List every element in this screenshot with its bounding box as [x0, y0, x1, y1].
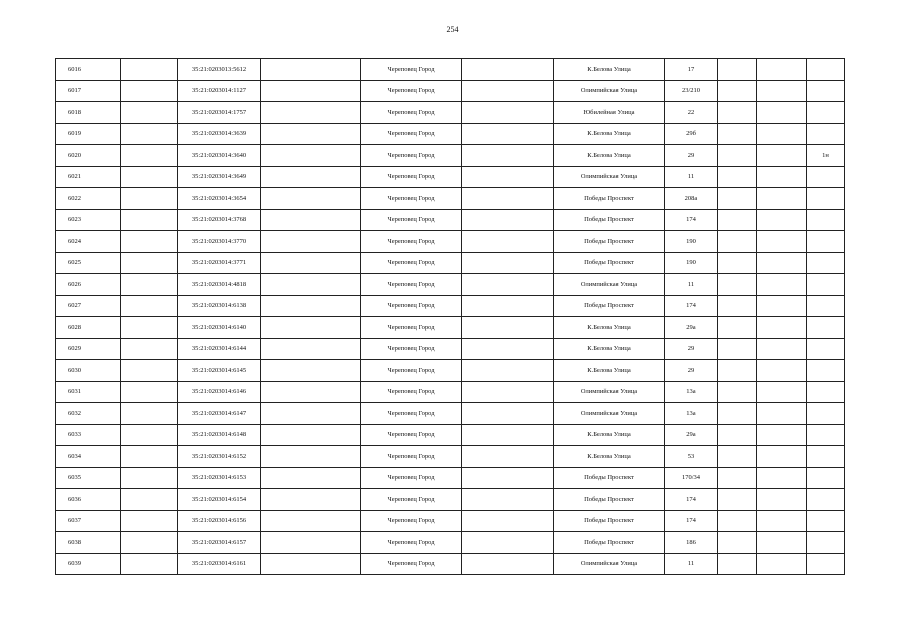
street-cell: Победы Проспект — [554, 231, 665, 253]
table-row — [56, 338, 845, 360]
table-row — [56, 188, 845, 210]
registry-table — [55, 58, 845, 575]
table-row — [56, 145, 845, 167]
empty-cell — [121, 209, 178, 231]
premises-cell — [807, 166, 845, 188]
empty-cell — [718, 209, 757, 231]
empty-cell — [121, 381, 178, 403]
empty-cell — [121, 446, 178, 468]
street-cell: Победы Проспект — [554, 489, 665, 511]
street-cell: К.Белова Улица — [554, 59, 665, 81]
table-row — [56, 424, 845, 446]
street-cell: Победы Проспект — [554, 295, 665, 317]
empty-cell — [757, 510, 807, 532]
table-row — [56, 467, 845, 489]
premises-cell — [807, 360, 845, 382]
empty-cell — [121, 317, 178, 339]
street-cell: Олимпийская Улица — [554, 403, 665, 425]
empty-cell — [718, 145, 757, 167]
cadastral-number-cell: 35:21:0203014:4818 — [178, 274, 261, 296]
street-cell: Победы Проспект — [554, 252, 665, 274]
registry-body — [56, 59, 845, 575]
empty-cell — [121, 489, 178, 511]
cadastral-number-cell: 35:21:0203014:3654 — [178, 188, 261, 210]
premises-cell — [807, 532, 845, 554]
house-number-cell: 22 — [665, 102, 718, 124]
empty-cell — [462, 209, 554, 231]
city-cell: Череповец Город — [361, 145, 462, 167]
cadastral-number-cell: 35:21:0203014:3770 — [178, 231, 261, 253]
empty-cell — [261, 59, 361, 81]
row-number-cell: 6023 — [56, 209, 121, 231]
cadastral-number-cell: 35:21:0203014:6152 — [178, 446, 261, 468]
street-cell: Олимпийская Улица — [554, 80, 665, 102]
row-number-cell: 6016 — [56, 59, 121, 81]
table-row — [56, 123, 845, 145]
house-number-cell: 174 — [665, 295, 718, 317]
empty-cell — [121, 231, 178, 253]
empty-cell — [757, 102, 807, 124]
city-cell: Череповец Город — [361, 510, 462, 532]
cadastral-number-cell: 35:21:0203013:5612 — [178, 59, 261, 81]
city-cell: Череповец Город — [361, 59, 462, 81]
street-cell: Олимпийская Улица — [554, 381, 665, 403]
empty-cell — [462, 252, 554, 274]
empty-cell — [261, 510, 361, 532]
street-cell: К.Белова Улица — [554, 123, 665, 145]
table-row — [56, 59, 845, 81]
house-number-cell: 170/34 — [665, 467, 718, 489]
house-number-cell: 11 — [665, 166, 718, 188]
city-cell: Череповец Город — [361, 532, 462, 554]
premises-cell — [807, 338, 845, 360]
empty-cell — [462, 274, 554, 296]
empty-cell — [757, 123, 807, 145]
empty-cell — [261, 424, 361, 446]
table-row — [56, 489, 845, 511]
table-row — [56, 381, 845, 403]
empty-cell — [757, 403, 807, 425]
premises-cell — [807, 80, 845, 102]
street-cell: Победы Проспект — [554, 532, 665, 554]
street-cell: К.Белова Улица — [554, 424, 665, 446]
empty-cell — [757, 274, 807, 296]
cadastral-number-cell: 35:21:0203014:3768 — [178, 209, 261, 231]
empty-cell — [462, 424, 554, 446]
empty-cell — [121, 295, 178, 317]
empty-cell — [718, 360, 757, 382]
row-number-cell: 6025 — [56, 252, 121, 274]
city-cell: Череповец Город — [361, 188, 462, 210]
empty-cell — [121, 123, 178, 145]
empty-cell — [121, 274, 178, 296]
empty-cell — [121, 252, 178, 274]
empty-cell — [718, 467, 757, 489]
street-cell: К.Белова Улица — [554, 317, 665, 339]
premises-cell — [807, 381, 845, 403]
empty-cell — [121, 510, 178, 532]
row-number-cell: 6020 — [56, 145, 121, 167]
table-row — [56, 102, 845, 124]
empty-cell — [718, 59, 757, 81]
premises-cell — [807, 295, 845, 317]
empty-cell — [261, 274, 361, 296]
empty-cell — [462, 231, 554, 253]
house-number-cell: 11 — [665, 553, 718, 575]
empty-cell — [261, 102, 361, 124]
empty-cell — [757, 231, 807, 253]
empty-cell — [718, 338, 757, 360]
cadastral-number-cell: 35:21:0203014:6153 — [178, 467, 261, 489]
empty-cell — [718, 510, 757, 532]
empty-cell — [718, 403, 757, 425]
empty-cell — [462, 360, 554, 382]
empty-cell — [261, 123, 361, 145]
house-number-cell: 13а — [665, 381, 718, 403]
empty-cell — [757, 467, 807, 489]
page-number: 254 — [446, 25, 459, 34]
empty-cell — [462, 123, 554, 145]
street-cell: К.Белова Улица — [554, 446, 665, 468]
street-cell: К.Белова Улица — [554, 360, 665, 382]
cadastral-number-cell: 35:21:0203014:6145 — [178, 360, 261, 382]
table-row — [56, 274, 845, 296]
table-row — [56, 317, 845, 339]
street-cell: Победы Проспект — [554, 209, 665, 231]
empty-cell — [718, 295, 757, 317]
table-row — [56, 295, 845, 317]
empty-cell — [718, 188, 757, 210]
table-row — [56, 209, 845, 231]
empty-cell — [757, 360, 807, 382]
empty-cell — [121, 145, 178, 167]
empty-cell — [462, 166, 554, 188]
empty-cell — [718, 123, 757, 145]
empty-cell — [462, 188, 554, 210]
empty-cell — [462, 532, 554, 554]
empty-cell — [261, 317, 361, 339]
city-cell: Череповец Город — [361, 102, 462, 124]
city-cell: Череповец Город — [361, 231, 462, 253]
empty-cell — [121, 467, 178, 489]
city-cell: Череповец Город — [361, 553, 462, 575]
empty-cell — [462, 59, 554, 81]
empty-cell — [121, 80, 178, 102]
house-number-cell: 208а — [665, 188, 718, 210]
table-row — [56, 403, 845, 425]
table-row — [56, 252, 845, 274]
city-cell: Череповец Город — [361, 123, 462, 145]
premises-cell — [807, 188, 845, 210]
table-row — [56, 231, 845, 253]
row-number-cell: 6032 — [56, 403, 121, 425]
premises-cell — [807, 231, 845, 253]
premises-cell — [807, 274, 845, 296]
empty-cell — [718, 274, 757, 296]
empty-cell — [757, 424, 807, 446]
cadastral-number-cell: 35:21:0203014:3639 — [178, 123, 261, 145]
empty-cell — [718, 446, 757, 468]
empty-cell — [121, 59, 178, 81]
empty-cell — [121, 338, 178, 360]
street-cell: Олимпийская Улица — [554, 553, 665, 575]
empty-cell — [462, 145, 554, 167]
empty-cell — [462, 80, 554, 102]
premises-cell — [807, 59, 845, 81]
empty-cell — [121, 188, 178, 210]
empty-cell — [121, 166, 178, 188]
house-number-cell: 53 — [665, 446, 718, 468]
table-row — [56, 446, 845, 468]
empty-cell — [462, 403, 554, 425]
empty-cell — [757, 338, 807, 360]
empty-cell — [261, 467, 361, 489]
house-number-cell: 13а — [665, 403, 718, 425]
table-row — [56, 532, 845, 554]
empty-cell — [462, 338, 554, 360]
row-number-cell: 6029 — [56, 338, 121, 360]
row-number-cell: 6036 — [56, 489, 121, 511]
empty-cell — [757, 145, 807, 167]
house-number-cell: 174 — [665, 510, 718, 532]
row-number-cell: 6017 — [56, 80, 121, 102]
empty-cell — [718, 102, 757, 124]
city-cell: Череповец Город — [361, 166, 462, 188]
street-cell: К.Белова Улица — [554, 338, 665, 360]
empty-cell — [718, 381, 757, 403]
table-row — [56, 166, 845, 188]
empty-cell — [121, 553, 178, 575]
empty-cell — [261, 553, 361, 575]
city-cell: Череповец Город — [361, 252, 462, 274]
city-cell: Череповец Город — [361, 489, 462, 511]
empty-cell — [121, 102, 178, 124]
city-cell: Череповец Город — [361, 424, 462, 446]
city-cell: Череповец Город — [361, 317, 462, 339]
premises-cell — [807, 446, 845, 468]
cadastral-number-cell: 35:21:0203014:6157 — [178, 532, 261, 554]
cadastral-number-cell: 35:21:0203014:6140 — [178, 317, 261, 339]
house-number-cell: 190 — [665, 231, 718, 253]
row-number-cell: 6021 — [56, 166, 121, 188]
city-cell: Череповец Город — [361, 381, 462, 403]
empty-cell — [757, 553, 807, 575]
empty-cell — [718, 252, 757, 274]
street-cell: Юбилейная Улица — [554, 102, 665, 124]
cadastral-number-cell: 35:21:0203014:3649 — [178, 166, 261, 188]
row-number-cell: 6030 — [56, 360, 121, 382]
street-cell: Олимпийская Улица — [554, 166, 665, 188]
table-row — [56, 80, 845, 102]
empty-cell — [462, 467, 554, 489]
empty-cell — [261, 360, 361, 382]
empty-cell — [261, 489, 361, 511]
premises-cell: 1н — [807, 145, 845, 167]
row-number-cell: 6028 — [56, 317, 121, 339]
street-cell: Победы Проспект — [554, 467, 665, 489]
empty-cell — [718, 80, 757, 102]
cadastral-number-cell: 35:21:0203014:6154 — [178, 489, 261, 511]
empty-cell — [757, 381, 807, 403]
house-number-cell: 29 — [665, 360, 718, 382]
row-number-cell: 6035 — [56, 467, 121, 489]
row-number-cell: 6039 — [56, 553, 121, 575]
city-cell: Череповец Город — [361, 338, 462, 360]
empty-cell — [261, 188, 361, 210]
street-cell: Победы Проспект — [554, 188, 665, 210]
cadastral-number-cell: 35:21:0203014:3640 — [178, 145, 261, 167]
empty-cell — [261, 231, 361, 253]
premises-cell — [807, 553, 845, 575]
house-number-cell: 23/210 — [665, 80, 718, 102]
empty-cell — [261, 145, 361, 167]
empty-cell — [462, 317, 554, 339]
premises-cell — [807, 209, 845, 231]
empty-cell — [121, 532, 178, 554]
premises-cell — [807, 123, 845, 145]
table-row — [56, 510, 845, 532]
empty-cell — [121, 360, 178, 382]
empty-cell — [757, 209, 807, 231]
empty-cell — [462, 295, 554, 317]
row-number-cell: 6022 — [56, 188, 121, 210]
house-number-cell: 29а — [665, 424, 718, 446]
row-number-cell: 6033 — [56, 424, 121, 446]
empty-cell — [757, 446, 807, 468]
house-number-cell: 11 — [665, 274, 718, 296]
empty-cell — [718, 489, 757, 511]
city-cell: Череповец Город — [361, 360, 462, 382]
empty-cell — [757, 80, 807, 102]
empty-cell — [261, 381, 361, 403]
empty-cell — [757, 59, 807, 81]
empty-cell — [718, 532, 757, 554]
row-number-cell: 6037 — [56, 510, 121, 532]
table-row — [56, 360, 845, 382]
row-number-cell: 6034 — [56, 446, 121, 468]
house-number-cell: 174 — [665, 209, 718, 231]
street-cell: Олимпийская Улица — [554, 274, 665, 296]
empty-cell — [757, 532, 807, 554]
cadastral-number-cell: 35:21:0203014:6148 — [178, 424, 261, 446]
premises-cell — [807, 424, 845, 446]
row-number-cell: 6038 — [56, 532, 121, 554]
street-cell: К.Белова Улица — [554, 145, 665, 167]
house-number-cell: 29б — [665, 123, 718, 145]
house-number-cell: 17 — [665, 59, 718, 81]
row-number-cell: 6031 — [56, 381, 121, 403]
empty-cell — [121, 403, 178, 425]
cadastral-number-cell: 35:21:0203014:6147 — [178, 403, 261, 425]
empty-cell — [261, 209, 361, 231]
city-cell: Череповец Город — [361, 295, 462, 317]
cadastral-number-cell: 35:21:0203014:6156 — [178, 510, 261, 532]
house-number-cell: 29а — [665, 317, 718, 339]
empty-cell — [462, 489, 554, 511]
empty-cell — [261, 446, 361, 468]
empty-cell — [462, 381, 554, 403]
row-number-cell: 6018 — [56, 102, 121, 124]
empty-cell — [718, 553, 757, 575]
empty-cell — [718, 424, 757, 446]
empty-cell — [261, 338, 361, 360]
empty-cell — [757, 489, 807, 511]
table-row — [56, 553, 845, 575]
premises-cell — [807, 510, 845, 532]
empty-cell — [757, 295, 807, 317]
empty-cell — [757, 188, 807, 210]
city-cell: Череповец Город — [361, 467, 462, 489]
empty-cell — [261, 252, 361, 274]
cadastral-number-cell: 35:21:0203014:6144 — [178, 338, 261, 360]
row-number-cell: 6024 — [56, 231, 121, 253]
city-cell: Череповец Город — [361, 209, 462, 231]
row-number-cell: 6026 — [56, 274, 121, 296]
cadastral-number-cell: 35:21:0203014:3771 — [178, 252, 261, 274]
empty-cell — [462, 553, 554, 575]
empty-cell — [718, 166, 757, 188]
empty-cell — [757, 166, 807, 188]
empty-cell — [261, 532, 361, 554]
premises-cell — [807, 102, 845, 124]
street-cell: Победы Проспект — [554, 510, 665, 532]
row-number-cell: 6019 — [56, 123, 121, 145]
row-number-cell: 6027 — [56, 295, 121, 317]
house-number-cell: 186 — [665, 532, 718, 554]
premises-cell — [807, 467, 845, 489]
house-number-cell: 174 — [665, 489, 718, 511]
empty-cell — [261, 295, 361, 317]
premises-cell — [807, 317, 845, 339]
premises-cell — [807, 489, 845, 511]
empty-cell — [718, 317, 757, 339]
cadastral-number-cell: 35:21:0203014:6146 — [178, 381, 261, 403]
empty-cell — [718, 231, 757, 253]
empty-cell — [261, 403, 361, 425]
empty-cell — [462, 446, 554, 468]
premises-cell — [807, 252, 845, 274]
city-cell: Череповец Город — [361, 274, 462, 296]
premises-cell — [807, 403, 845, 425]
empty-cell — [462, 510, 554, 532]
empty-cell — [757, 252, 807, 274]
house-number-cell: 190 — [665, 252, 718, 274]
empty-cell — [121, 424, 178, 446]
empty-cell — [757, 317, 807, 339]
cadastral-number-cell: 35:21:0203014:1127 — [178, 80, 261, 102]
empty-cell — [261, 80, 361, 102]
city-cell: Череповец Город — [361, 403, 462, 425]
cadastral-number-cell: 35:21:0203014:1757 — [178, 102, 261, 124]
cadastral-number-cell: 35:21:0203014:6138 — [178, 295, 261, 317]
empty-cell — [462, 102, 554, 124]
house-number-cell: 29 — [665, 145, 718, 167]
cadastral-number-cell: 35:21:0203014:6161 — [178, 553, 261, 575]
empty-cell — [261, 166, 361, 188]
house-number-cell: 29 — [665, 338, 718, 360]
city-cell: Череповец Город — [361, 446, 462, 468]
city-cell: Череповец Город — [361, 80, 462, 102]
